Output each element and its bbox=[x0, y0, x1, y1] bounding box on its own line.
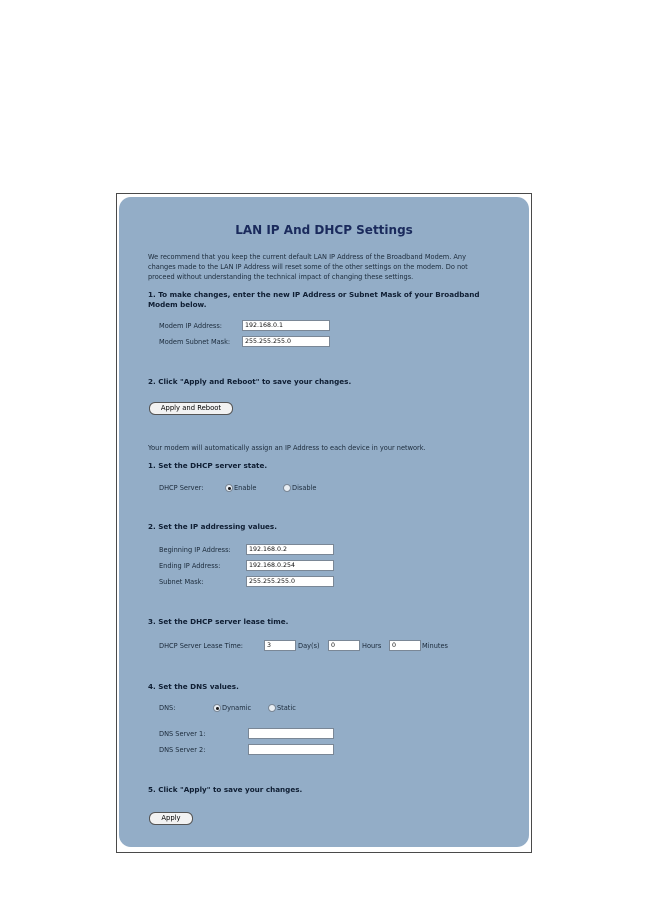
page-title: LAN IP And DHCP Settings bbox=[235, 223, 413, 237]
dhcp-step3-heading: 3. Set the DHCP server lease time. bbox=[148, 617, 289, 626]
dhcp-enable-radio[interactable] bbox=[225, 484, 233, 492]
dhcp-enable-label: Enable bbox=[234, 484, 257, 492]
dns-dynamic-label: Dynamic bbox=[222, 704, 252, 712]
ending-ip-input[interactable]: 192.168.0.254 bbox=[246, 560, 334, 571]
apply-and-reboot-button[interactable]: Apply and Reboot bbox=[149, 402, 233, 415]
lease-minutes-input[interactable]: 0 bbox=[389, 640, 421, 651]
lease-hours-label: Hours bbox=[362, 642, 382, 650]
dhcp-step1-heading: 1. Set the DHCP server state. bbox=[148, 461, 268, 470]
modem-ip-label: Modem IP Address: bbox=[159, 322, 222, 330]
lease-days-input[interactable]: 3 bbox=[264, 640, 296, 651]
modem-subnet-input[interactable]: 255.255.255.0 bbox=[242, 336, 330, 347]
ending-ip-label: Ending IP Address: bbox=[159, 562, 221, 570]
dhcp-disable-radio[interactable] bbox=[283, 484, 291, 492]
dhcp-step4-heading: 4. Set the DNS values. bbox=[148, 682, 239, 691]
dhcp-disable-label: Disable bbox=[292, 484, 317, 492]
dhcp-subnet-input[interactable]: 255.255.255.0 bbox=[246, 576, 334, 587]
apply-button[interactable]: Apply bbox=[149, 812, 193, 825]
beginning-ip-input[interactable]: 192.168.0.2 bbox=[246, 544, 334, 555]
beginning-ip-label: Beginning IP Address: bbox=[159, 546, 231, 554]
dns-server1-label: DNS Server 1: bbox=[159, 730, 206, 738]
dhcp-step5-heading: 5. Click "Apply" to save your changes. bbox=[148, 785, 303, 794]
lan-step2-heading: 2. Click "Apply and Reboot" to save your changes. bbox=[148, 377, 352, 386]
lease-minutes-label: Minutes bbox=[422, 642, 448, 650]
dhcp-server-label: DHCP Server: bbox=[159, 484, 204, 492]
dns-label: DNS: bbox=[159, 704, 176, 712]
intro-text: We recommend that you keep the current default LAN IP Address of the Broadband Modem. Any changes made to the LAN IP Address will reset some of the other settings on the modem. Do not proceed without understanding the technical impact of changing these settings. bbox=[148, 253, 468, 281]
dns-static-label: Static bbox=[277, 704, 296, 712]
dns-server2-label: DNS Server 2: bbox=[159, 746, 206, 754]
lease-days-label: Day(s) bbox=[298, 642, 320, 650]
modem-subnet-label: Modem Subnet Mask: bbox=[159, 338, 231, 346]
dns-server2-input[interactable] bbox=[248, 744, 334, 755]
dhcp-subnet-label: Subnet Mask: bbox=[159, 578, 204, 586]
lease-hours-input[interactable]: 0 bbox=[328, 640, 360, 651]
dns-static-radio[interactable] bbox=[268, 704, 276, 712]
lan-step1-heading: 1. To make changes, enter the new IP Address or Subnet Mask of your Broadband Modem below. bbox=[148, 290, 480, 309]
lease-time-label: DHCP Server Lease Time: bbox=[159, 642, 244, 650]
dhcp-note-text: Your modem will automatically assign an IP Address to each device in your network. bbox=[148, 444, 426, 452]
modem-ip-input[interactable]: 192.168.0.1 bbox=[242, 320, 330, 331]
dhcp-step2-heading: 2. Set the IP addressing values. bbox=[148, 522, 277, 531]
dns-dynamic-radio[interactable] bbox=[213, 704, 221, 712]
dns-server1-input[interactable] bbox=[248, 728, 334, 739]
